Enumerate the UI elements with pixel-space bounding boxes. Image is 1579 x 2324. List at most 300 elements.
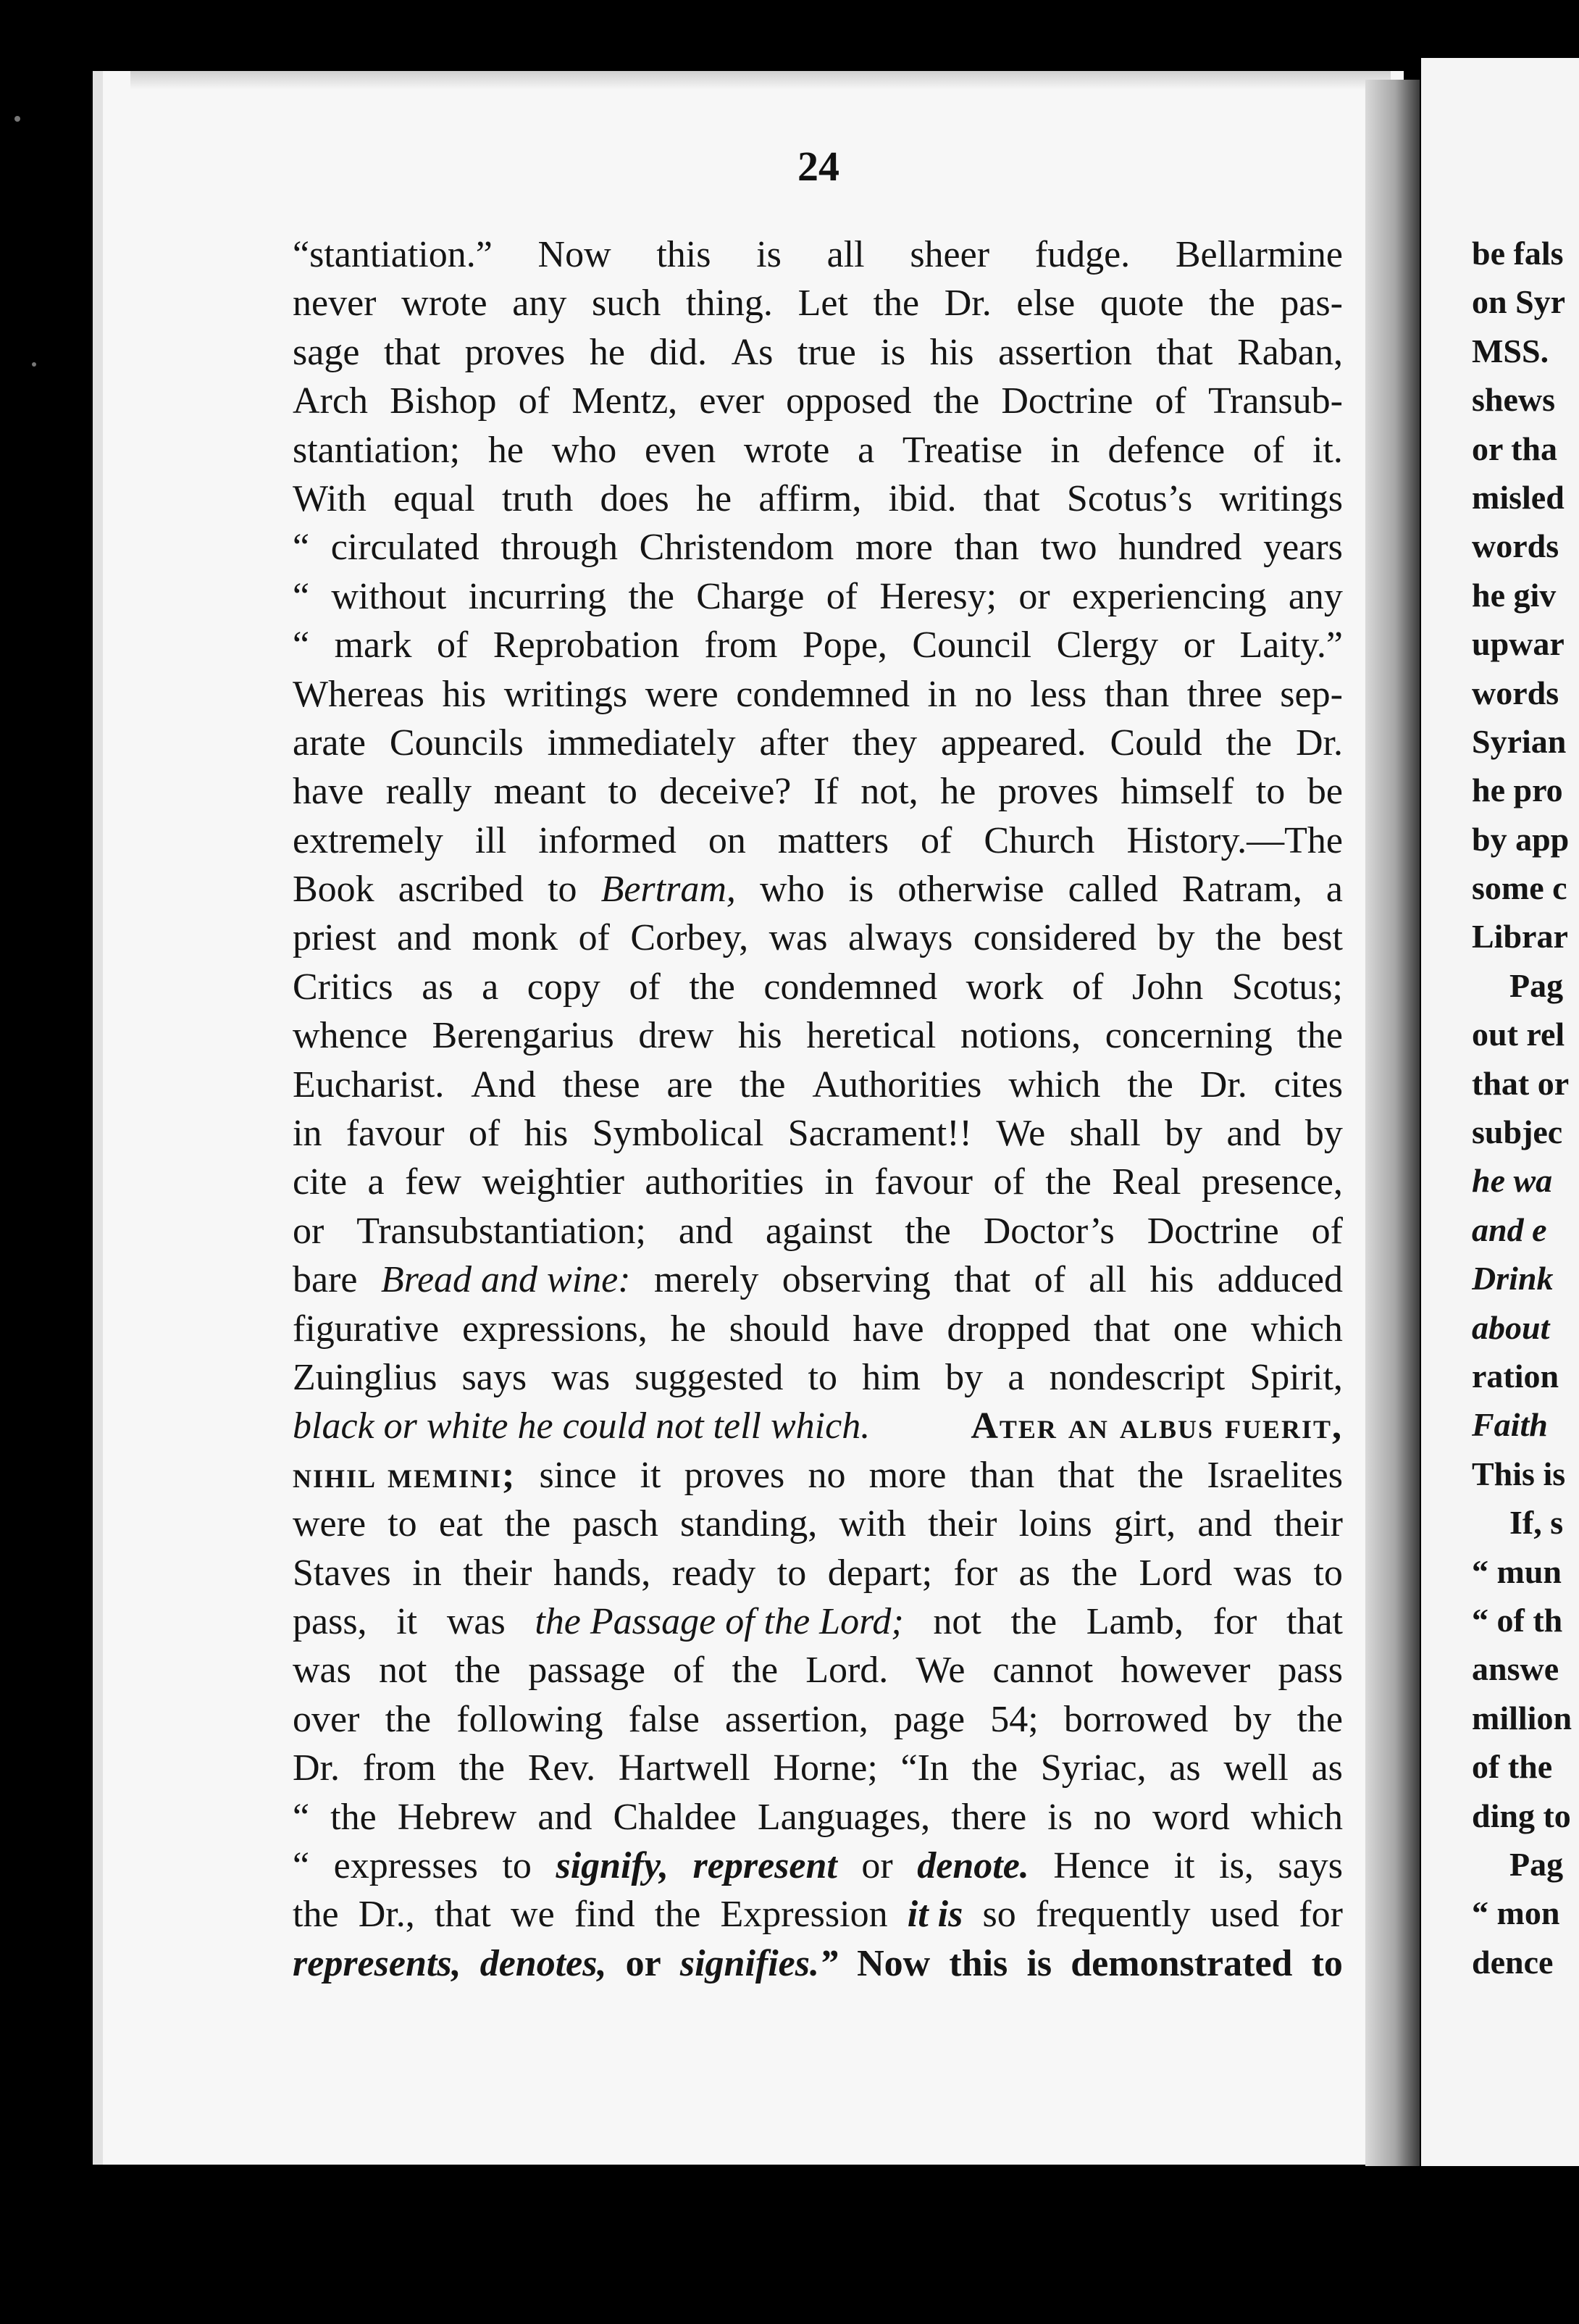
text-word: a: [367, 1161, 385, 1203]
text-word: thing.: [686, 283, 773, 325]
text-word: himself: [1121, 771, 1234, 813]
text-word: demonstrated: [1071, 1942, 1293, 1984]
text-word: no: [1093, 1796, 1131, 1838]
text-word: than: [969, 1454, 1035, 1496]
text-word: and: [678, 1210, 734, 1252]
text-word: Scotus’s: [1066, 477, 1193, 519]
facing-page-line: about: [1472, 1308, 1550, 1346]
text-word: he: [589, 331, 625, 373]
text-word: all: [1089, 1259, 1127, 1301]
text-word: the: [1071, 1552, 1118, 1594]
text-word: of: [629, 966, 661, 1008]
text-word: represents,: [293, 1942, 461, 1984]
text-line: [293, 1549, 1343, 1597]
text-word: of: [1034, 1259, 1065, 1301]
text-word: work: [966, 966, 1044, 1008]
facing-page-line: by app: [1472, 820, 1570, 858]
text-word: ever: [699, 380, 764, 422]
text-word: that: [434, 1894, 491, 1936]
text-word: pas-: [1280, 283, 1343, 325]
text-line: [293, 865, 1343, 914]
facing-page-line: of the: [1472, 1748, 1553, 1786]
text-word: observing: [782, 1259, 931, 1301]
text-word: Raban,: [1237, 331, 1343, 373]
text-word: depart;: [827, 1552, 933, 1594]
text-word: such: [592, 283, 661, 325]
text-word: Transub-: [1208, 380, 1343, 422]
text-word: to: [548, 869, 577, 911]
text-word: Lamb,: [1086, 1600, 1184, 1642]
facing-page-line: words: [1472, 527, 1559, 565]
text-word: Horne;: [773, 1747, 878, 1789]
text-word: and: [1226, 1113, 1281, 1155]
text-word: signify,: [556, 1844, 669, 1886]
text-word: considered: [973, 917, 1137, 959]
text-word: was: [768, 917, 828, 959]
text-word: however: [1121, 1650, 1251, 1692]
text-word: his: [442, 673, 487, 715]
facing-page-line: million: [1472, 1699, 1572, 1736]
text-word: defence: [1107, 429, 1226, 471]
text-word: the: [971, 1747, 1018, 1789]
text-word: Zuinglius: [293, 1356, 437, 1398]
text-word: was: [293, 1650, 351, 1692]
text-word: authorities: [645, 1161, 804, 1203]
text-word: of: [1155, 380, 1186, 422]
text-line: [293, 1695, 1343, 1744]
text-word: or: [1018, 575, 1050, 617]
text-word: a: [1325, 869, 1343, 911]
text-word: who: [759, 869, 825, 911]
text-word: signifies.”: [679, 1942, 838, 1984]
text-word: favour: [345, 1113, 445, 1155]
text-word: no: [974, 673, 1013, 715]
facing-page-line: Syrian: [1472, 722, 1567, 760]
text-word: in: [1050, 429, 1080, 471]
book-gutter: [1365, 80, 1420, 2166]
text-word: their: [463, 1552, 532, 1594]
text-word: Treatise: [902, 429, 1023, 471]
text-word: quote: [1100, 283, 1184, 325]
text-line: [293, 426, 1343, 475]
text-word: Pope,: [802, 624, 887, 666]
text-word: by: [1304, 1113, 1343, 1155]
text-word: hundred: [1118, 527, 1242, 569]
text-line: [293, 1890, 1343, 1939]
text-word: “: [293, 1796, 310, 1838]
text-word: concerning: [1105, 1015, 1273, 1057]
text-line: [293, 1939, 1343, 1988]
facing-page-line: Faith: [1472, 1406, 1548, 1444]
text-word: of: [468, 1113, 500, 1155]
text-word: the: [1137, 1454, 1184, 1496]
facing-page-line: MSS.: [1472, 332, 1549, 369]
text-word: since: [539, 1454, 617, 1496]
text-word: all: [826, 234, 865, 275]
text-word: which: [1250, 1796, 1343, 1838]
text-word: this: [949, 1942, 1008, 1984]
text-word: less: [1030, 673, 1087, 715]
text-word: few: [405, 1161, 462, 1203]
text-word: expresses: [333, 1844, 478, 1886]
text-word: informed: [538, 819, 677, 861]
text-word: drew: [638, 1015, 714, 1057]
text-word: monk: [472, 917, 558, 959]
text-word: he: [940, 771, 976, 813]
text-word: that: [384, 331, 440, 373]
text-word: he: [696, 477, 732, 519]
text-word: Dr.: [293, 1747, 340, 1789]
text-word: that: [983, 477, 1040, 519]
text-word: bare: [293, 1259, 358, 1301]
text-word: Dr.: [944, 283, 992, 325]
text-word: Lord.: [805, 1650, 889, 1692]
text-word: Now: [857, 1942, 931, 1984]
text-word: “: [293, 575, 310, 617]
text-word: matters: [777, 819, 889, 861]
text-word: notions,: [960, 1015, 1081, 1057]
text-word: that: [1286, 1600, 1343, 1642]
text-word: their: [1273, 1503, 1343, 1545]
text-word: Reprobation: [493, 624, 679, 666]
text-word: not: [933, 1600, 981, 1642]
text-word: of: [993, 1161, 1025, 1203]
text-word: copy: [527, 966, 600, 1008]
text-word: for: [1212, 1600, 1257, 1642]
text-line: [293, 914, 1343, 962]
text-word: assertion,: [724, 1698, 868, 1740]
text-word: without: [331, 575, 447, 617]
text-word: does: [600, 477, 669, 519]
text-word: nihil memini;: [293, 1454, 516, 1496]
text-line: [293, 1011, 1343, 1060]
text-word: not,: [860, 771, 918, 813]
facing-page-line: Drink: [1472, 1260, 1554, 1297]
text-word: that: [1093, 1308, 1150, 1350]
text-word: the Passage of the Lord;: [535, 1600, 904, 1642]
text-word: than: [1104, 673, 1170, 715]
text-word: Scotus;: [1231, 966, 1343, 1008]
text-word: is: [880, 331, 906, 373]
text-word: should: [729, 1308, 830, 1350]
text-word: condemned: [736, 673, 910, 715]
text-word: priest: [293, 917, 377, 959]
text-word: or: [1183, 624, 1215, 666]
text-word: the: [1226, 722, 1273, 764]
text-word: extremely: [293, 819, 443, 861]
text-word: merely: [653, 1259, 759, 1301]
text-word: If: [813, 771, 839, 813]
text-word: with: [839, 1503, 906, 1545]
text-line: [293, 1158, 1343, 1206]
text-word: sheer: [910, 234, 990, 275]
facing-page-line: he wa: [1472, 1162, 1553, 1200]
facing-page-line: “ mun: [1472, 1552, 1562, 1590]
main-text-block: [293, 230, 1343, 1988]
page-number: 24: [797, 143, 839, 190]
text-word: of: [921, 819, 952, 861]
text-word: opposed: [786, 380, 912, 422]
text-word: Dr.,: [358, 1894, 415, 1936]
text-line: [293, 1793, 1343, 1842]
text-word: the: [732, 1650, 779, 1692]
text-word: find: [574, 1894, 635, 1936]
facing-page-line: shews: [1472, 381, 1556, 419]
facing-page-line: upwar: [1472, 625, 1565, 663]
text-word: We: [996, 1113, 1046, 1155]
text-word: no: [808, 1454, 846, 1496]
text-word: Rev.: [527, 1747, 596, 1789]
text-word: Let: [797, 283, 848, 325]
text-word: proves: [997, 771, 1099, 813]
text-word: the: [1127, 1063, 1173, 1105]
text-word: Staves: [293, 1552, 391, 1594]
text-word: the: [458, 1747, 505, 1789]
facing-page-line: Pag: [1509, 1845, 1564, 1883]
text-word: the: [330, 1796, 377, 1838]
text-word: Expression: [720, 1894, 888, 1936]
text-word: cannot: [992, 1650, 1094, 1692]
text-word: John: [1132, 966, 1204, 1008]
text-word: for: [953, 1552, 998, 1594]
text-word: by: [1157, 917, 1195, 959]
text-word: and: [1197, 1503, 1252, 1545]
text-word: more: [855, 527, 933, 569]
text-word: which: [1008, 1063, 1101, 1105]
text-word: ready: [671, 1552, 756, 1594]
text-word: weightier: [482, 1161, 624, 1203]
facing-page-line: and e: [1472, 1211, 1547, 1248]
text-word: proves: [684, 1454, 785, 1496]
text-word: any: [1288, 575, 1343, 617]
text-word: Berengarius: [432, 1015, 614, 1057]
text-word: denote.: [917, 1844, 1029, 1886]
text-word: by: [1234, 1698, 1272, 1740]
text-line: [293, 1597, 1343, 1646]
text-word: Now: [537, 234, 611, 275]
text-word: We: [916, 1650, 966, 1692]
text-word: “: [293, 624, 310, 666]
text-word: best: [1282, 917, 1343, 959]
facing-page-line: some c: [1472, 869, 1567, 907]
facing-page-line: This is: [1472, 1455, 1566, 1492]
text-word: were: [293, 1503, 367, 1545]
text-line: [293, 767, 1343, 816]
text-word: by: [1165, 1113, 1203, 1155]
text-word: that: [1156, 331, 1213, 373]
text-word: ibid.: [888, 477, 957, 519]
text-word: pasch: [572, 1503, 658, 1545]
text-word: arate: [293, 722, 367, 764]
text-word: the: [1209, 283, 1255, 325]
text-word: Christendom: [639, 527, 834, 569]
text-word: Clergy: [1056, 624, 1159, 666]
text-word: Ater an albus fuerit,: [971, 1405, 1343, 1447]
text-word: Book: [293, 869, 374, 911]
text-word: the: [293, 1894, 339, 1936]
text-word: wrote: [401, 283, 487, 325]
text-word: true: [797, 331, 856, 373]
text-word: of: [1252, 429, 1285, 471]
facing-page-line: out rel: [1472, 1016, 1565, 1053]
text-word: as: [1018, 1552, 1050, 1594]
text-word: appeared.: [941, 722, 1086, 764]
text-word: of: [1311, 1210, 1343, 1252]
text-word: to: [1313, 1552, 1343, 1594]
text-word: immediately: [547, 722, 736, 764]
text-word: from: [704, 624, 778, 666]
facing-page-line: ding to: [1472, 1797, 1571, 1834]
text-line: [293, 621, 1343, 669]
text-word: to: [1255, 771, 1286, 813]
facing-page-line: or tha: [1472, 430, 1557, 467]
text-line: [293, 1500, 1343, 1548]
text-word: Bishop: [390, 380, 497, 422]
facing-page-line: misled: [1472, 478, 1565, 516]
text-word: have: [293, 771, 364, 813]
text-word: after: [759, 722, 829, 764]
text-word: it: [396, 1600, 418, 1642]
text-word: really: [385, 771, 472, 813]
text-word: Ratram,: [1181, 869, 1302, 911]
text-word: is: [756, 234, 782, 275]
text-word: years: [1263, 527, 1343, 569]
text-word: figurative: [293, 1308, 440, 1350]
scan-speck: [32, 362, 36, 367]
text-word: the: [1010, 1600, 1057, 1642]
text-word: his: [1149, 1259, 1194, 1301]
text-word: dropped: [947, 1308, 1071, 1350]
text-word: for: [1299, 1894, 1343, 1936]
text-word: Bertram,: [600, 869, 736, 911]
facing-page-line: Librar: [1472, 918, 1568, 956]
text-word: the: [1215, 917, 1262, 959]
text-word: to: [776, 1552, 807, 1594]
facing-page-line: answe: [1472, 1650, 1559, 1688]
text-word: ill: [474, 819, 507, 861]
text-line: [293, 963, 1343, 1011]
text-word: Doctor’s: [983, 1210, 1115, 1252]
text-word: Sacrament!!: [787, 1113, 972, 1155]
text-word: cite: [293, 1161, 348, 1203]
text-word: the: [385, 1698, 432, 1740]
text-word: Hebrew: [397, 1796, 517, 1838]
text-word: Symbolical: [592, 1113, 764, 1155]
text-word: the: [933, 380, 980, 422]
text-word: Critics: [293, 966, 393, 1008]
text-word: Councils: [389, 722, 524, 764]
facing-page-line: “ mon: [1472, 1894, 1560, 1932]
text-word: hands,: [553, 1552, 651, 1594]
text-word: affirm,: [758, 477, 862, 519]
text-word: Doctrine: [1001, 380, 1134, 422]
text-word: word: [1152, 1796, 1230, 1838]
text-word: says: [461, 1356, 527, 1398]
text-word: Real: [1112, 1161, 1181, 1203]
text-word: false: [628, 1698, 700, 1740]
text-word: who: [551, 429, 617, 471]
text-word: as: [422, 966, 453, 1008]
text-word: wrote: [743, 429, 830, 471]
text-word: Authorities: [812, 1063, 982, 1105]
text-word: ascribed: [398, 869, 524, 911]
text-word: used: [1210, 1894, 1280, 1936]
text-word: Lord: [1139, 1552, 1212, 1594]
text-word: of: [578, 917, 610, 959]
text-word: not: [379, 1650, 427, 1692]
facing-page-line: words: [1472, 674, 1559, 711]
text-word: the: [739, 1063, 786, 1105]
text-word: his: [524, 1113, 569, 1155]
text-word: Bellarmine: [1175, 234, 1343, 275]
text-word: in: [824, 1161, 854, 1203]
text-word: never: [293, 283, 377, 325]
text-word: borrowed: [1063, 1698, 1209, 1740]
text-word: of: [826, 575, 858, 617]
text-word: their: [928, 1503, 997, 1545]
text-line: [293, 377, 1343, 425]
text-word: the: [1045, 1161, 1092, 1203]
text-word: well: [1223, 1747, 1289, 1789]
text-word: the: [1297, 1015, 1343, 1057]
facing-page-line: ration: [1472, 1357, 1559, 1395]
text-word: Eucharist.: [293, 1063, 445, 1105]
text-word: have: [853, 1308, 924, 1350]
facing-page-line: that or: [1472, 1064, 1570, 1102]
text-word: this: [656, 234, 711, 275]
text-word: As: [731, 331, 774, 373]
text-word: With: [293, 477, 367, 519]
text-word: truth: [501, 477, 574, 519]
text-word: his: [929, 331, 974, 373]
facing-page-line: If, s: [1509, 1504, 1564, 1542]
text-word: the: [504, 1503, 551, 1545]
text-word: a: [482, 966, 499, 1008]
text-word: Mentz,: [571, 380, 678, 422]
text-word: eat: [438, 1503, 483, 1545]
text-word: meant: [493, 771, 586, 813]
text-word: on: [708, 819, 746, 861]
text-word: favour: [874, 1161, 973, 1203]
text-word: fudge.: [1034, 234, 1131, 275]
text-word: passage: [528, 1650, 645, 1692]
text-word: Dr.: [1295, 722, 1343, 764]
text-line: [293, 279, 1343, 327]
text-word: Bread and wine:: [380, 1259, 631, 1301]
text-word: sage: [293, 331, 360, 373]
text-word: it is: [907, 1894, 963, 1936]
text-word: Doctrine: [1147, 1210, 1279, 1252]
text-word: Heresy;: [879, 575, 997, 617]
text-word: than: [954, 527, 1019, 569]
text-word: Church: [984, 819, 1095, 861]
text-line: [293, 475, 1343, 523]
text-word: called: [1068, 869, 1158, 911]
text-word: heretical: [806, 1015, 937, 1057]
facing-page-line: on Syr: [1472, 283, 1566, 321]
text-word: as: [1311, 1747, 1343, 1789]
text-line: [293, 1402, 1343, 1450]
text-word: it: [1173, 1844, 1195, 1886]
text-word: so: [982, 1894, 1016, 1936]
text-line: [293, 230, 1343, 279]
text-line: [293, 1207, 1343, 1255]
text-word: of: [436, 624, 469, 666]
text-word: deceive?: [659, 771, 792, 813]
text-word: Chaldee: [613, 1796, 737, 1838]
text-word: a: [1008, 1356, 1025, 1398]
text-word: equal: [393, 477, 475, 519]
